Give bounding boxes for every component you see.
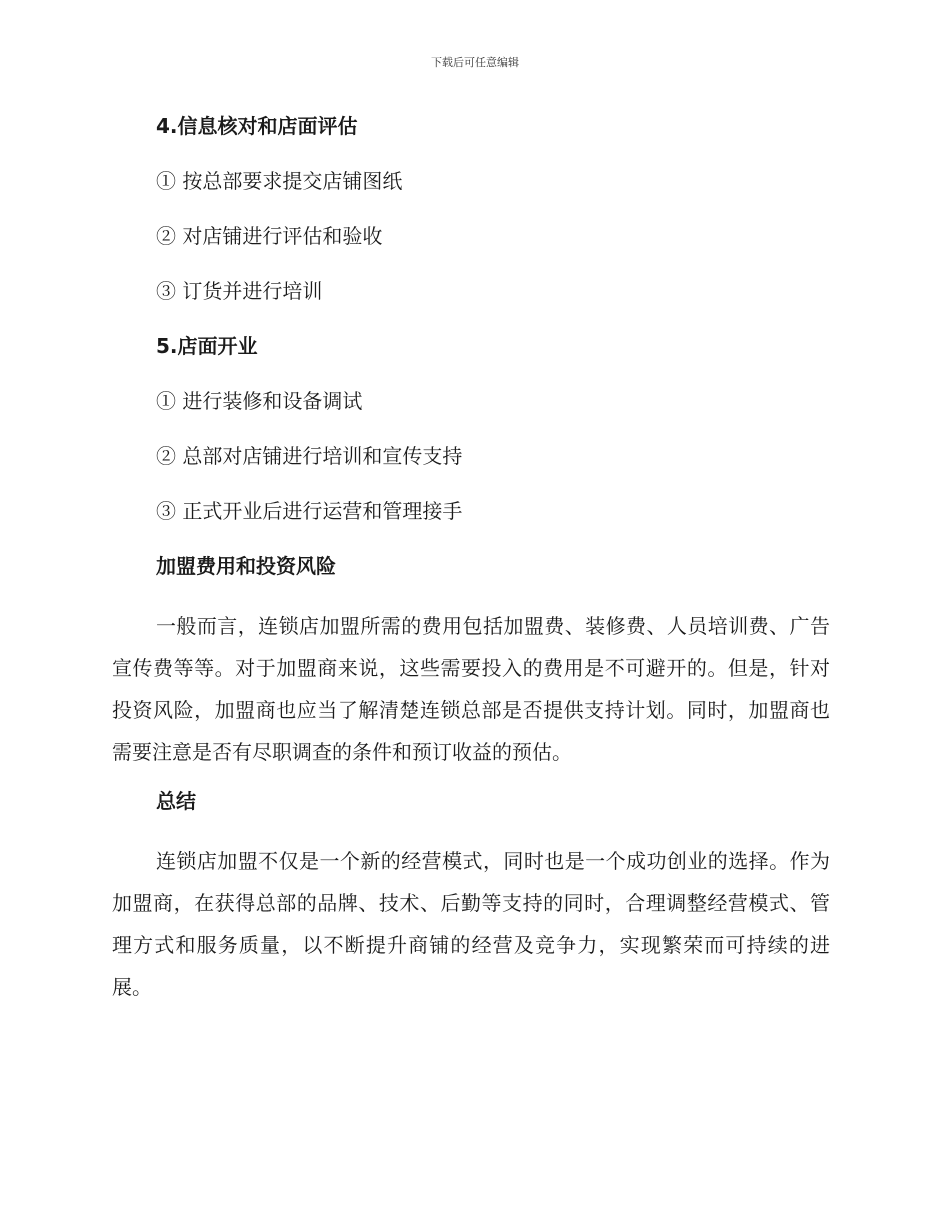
section-heading-fees: 加盟费用和投资风险 [156,554,336,578]
section-heading-step5: 5.店面开业 [156,334,258,358]
list-item: ③ 正式开业后进行运营和管理接手 [156,499,463,523]
list-item: ② 总部对店铺进行培训和宣传支持 [156,444,463,468]
section-heading-step4: 4.信息核对和店面评估 [156,114,358,138]
document-body [112,110,830,1020]
list-item: ② 对店铺进行评估和验收 [156,224,383,248]
list-item: ① 进行装修和设备调试 [156,389,363,413]
list-item: ① 按总部要求提交店铺图纸 [156,169,403,193]
summary-paragraph: 连锁店加盟不仅是一个新的经营模式，同时也是一个成功创业的选择。作为加盟商，在获得总部的品牌、技术、后勤等支持的同时，合理调整经营模式、管理方式和服务质量，以不断提升商铺的经营及竞争力，实现繁荣而可持续的进展。 [112,849,830,999]
fees-paragraph: 一般而言，连锁店加盟所需的费用包括加盟费、装修费、人员培训费、广告宣传费等等。对于加盟商来说，这些需要投入的费用是不可避开的。但是，针对投资风险，加盟商也应当了解清楚连锁总部是否提供支持计划。同时，加盟商也需要注意是否有尽职调查的条件和预订收益的预估。 [112,614,830,764]
list-item: ③ 订货并进行培训 [156,279,323,303]
section-heading-summary: 总结 [156,789,196,813]
header-note: 下载后可任意编辑 [431,56,519,69]
